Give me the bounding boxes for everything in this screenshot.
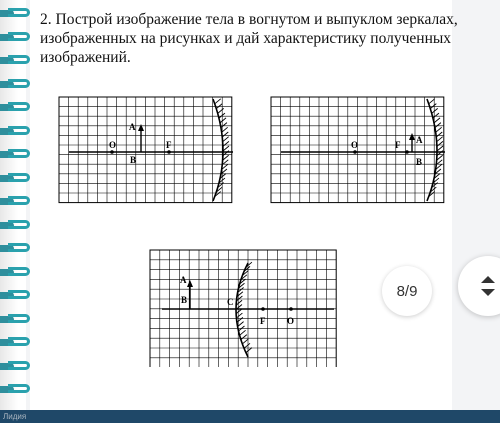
page-counter	[382, 266, 432, 316]
hatch-stroke	[237, 317, 243, 322]
figure3-point-o	[289, 307, 293, 311]
binding-ring	[0, 55, 30, 65]
page-nav-button[interactable]	[458, 256, 500, 316]
hatch-stroke	[432, 108, 438, 113]
hatch-stroke	[437, 146, 443, 151]
hatch-stroke	[430, 104, 436, 109]
figure3-label-c: C	[227, 297, 234, 307]
binding-ring	[0, 267, 30, 277]
binding-ring	[0, 149, 30, 159]
binding-ring	[0, 314, 30, 324]
figure1-object-arrowhead	[138, 124, 144, 131]
binding-ring	[0, 337, 30, 347]
figure1-label-a: A	[129, 122, 136, 132]
binding-ring	[0, 8, 30, 18]
footer-bar	[0, 410, 500, 423]
figure3-label-o: O	[287, 316, 295, 326]
hatch-stroke	[242, 339, 248, 344]
figure3-mirror	[236, 263, 248, 357]
figure2-mirror-hatching	[429, 99, 443, 197]
figure1-mirror	[213, 99, 223, 201]
hatch-stroke	[240, 330, 246, 335]
figure-concave-mirror-1	[55, 93, 245, 208]
figure3-label-a: A	[180, 275, 187, 285]
binding-ring	[0, 196, 30, 206]
task-text: 2. Построй изображение тела в вогнутом и выпуклом зеркалах, изображенных на рисунках и дай характеристику полученных изображений.	[40, 11, 458, 66]
hatch-stroke	[218, 108, 224, 113]
hatch-stroke	[429, 99, 435, 104]
hatch-stroke	[433, 113, 439, 118]
up-down-chevron-icon	[458, 256, 500, 316]
binding-ring	[0, 361, 30, 371]
hatch-stroke	[221, 123, 227, 128]
figure1-grid	[59, 97, 232, 203]
hatch-stroke	[223, 141, 229, 146]
figure3-point-f	[261, 307, 265, 311]
figure2-point-o	[353, 150, 357, 154]
hatch-stroke	[436, 132, 442, 137]
hatch-stroke	[215, 99, 221, 104]
figure1-label-b: B	[130, 155, 137, 165]
figure1-label-f: F	[166, 140, 172, 150]
figure1-point-o	[110, 150, 114, 154]
binding-ring	[0, 102, 30, 112]
figure2-point-f	[405, 150, 409, 154]
hatch-stroke	[223, 137, 229, 142]
figure2-label-o: O	[351, 140, 359, 150]
binding-ring	[0, 126, 30, 136]
binding-ring	[0, 384, 30, 394]
hatch-stroke	[246, 348, 252, 353]
hatch-stroke	[236, 313, 242, 318]
hatch-stroke	[435, 123, 441, 128]
figure2-mirror	[427, 99, 437, 201]
figure1-point-f	[167, 150, 171, 154]
figure2-object-arrowhead	[409, 133, 415, 140]
hatch-stroke	[223, 146, 229, 151]
hatch-stroke	[241, 335, 247, 340]
hatch-stroke	[437, 137, 443, 142]
figure2-label-b: B	[416, 157, 423, 167]
binding-ring	[0, 32, 30, 42]
binding-ring	[0, 79, 30, 89]
figure1-label-o: O	[109, 140, 117, 150]
hatch-stroke	[244, 343, 250, 348]
page-counter-text: 8/9	[396, 282, 418, 300]
hatch-stroke	[220, 118, 226, 123]
hatch-stroke	[437, 141, 443, 146]
figure2-label-a: A	[416, 135, 423, 145]
figure2-label-f: F	[395, 140, 401, 150]
figure3-object-arrowhead	[187, 280, 193, 287]
binding-ring	[0, 290, 30, 300]
binding-ring	[0, 173, 30, 183]
figure3-label-f: F	[260, 316, 266, 326]
hatch-stroke	[222, 127, 228, 132]
hatch-stroke	[216, 104, 222, 109]
figure1-mirror-hatching	[215, 99, 229, 197]
binding-ring	[0, 243, 30, 253]
binding-ring	[0, 220, 30, 230]
figure-convex-mirror	[144, 245, 354, 367]
hatch-stroke	[434, 118, 440, 123]
figure3-label-b: B	[181, 295, 188, 305]
hatch-stroke	[222, 132, 228, 137]
hatch-stroke	[436, 127, 442, 132]
watermark-text: Лидия	[3, 412, 27, 421]
figure-concave-mirror-2	[267, 93, 457, 208]
